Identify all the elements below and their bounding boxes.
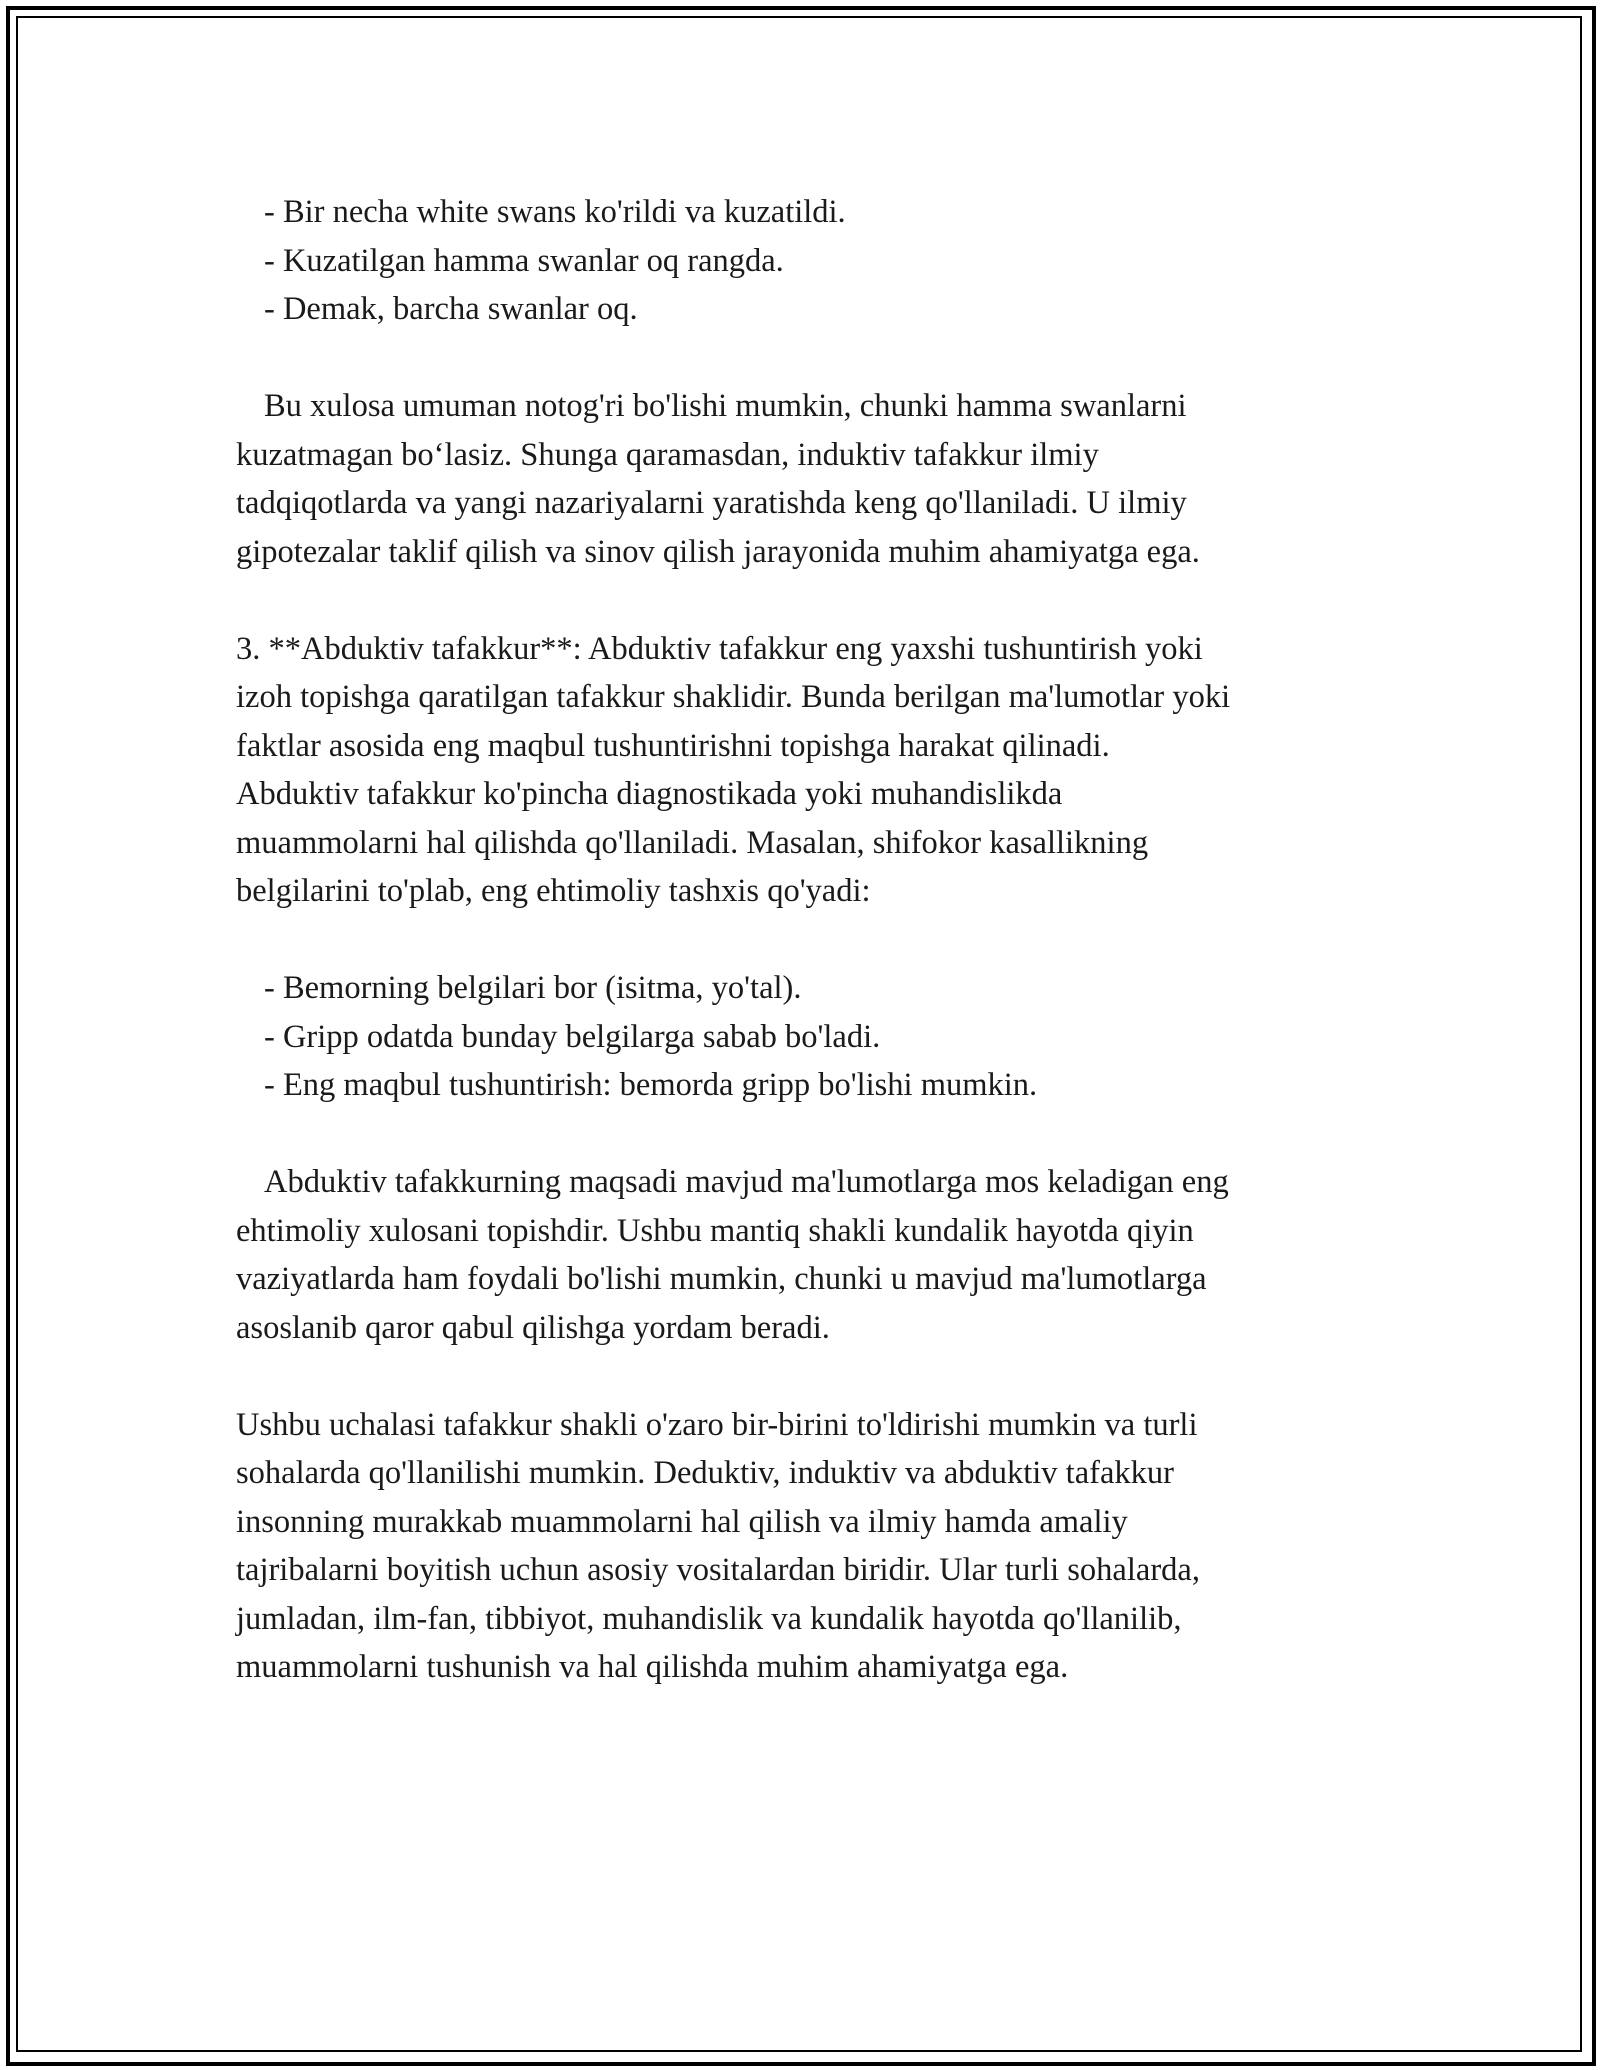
paragraph-line: muammolarni hal qilishda qo'llaniladi. Masalan, shifokor kasallikning [236,824,1149,861]
summary-paragraph [236,1401,1376,1692]
list-item: - Eng maqbul tushuntirish: bemorda gripp bo'lishi mumkin. [264,1067,1038,1103]
paragraph-line: insonning murakkab muammolarni hal qilish va ilmiy hamda amaliy [236,1503,1128,1540]
paragraph-line: Abduktiv tafakkurning maqsadi mavjud ma'lumotlarga mos keladigan eng [264,1164,1229,1200]
paragraph-line: kuzatmagan bo‘lasiz. Shunga qaramasdan, induktiv tafakkur ilmiy [236,436,1099,473]
list-item: - Bemorning belgilari bor (isitma, yo'tal). [264,970,802,1006]
swan-example-list [236,188,1376,334]
list-item: - Bir necha white swans ko'rildi va kuzatildi. [264,194,846,230]
paragraph-line: sohalarda qo'llanilishi mumkin. Deduktiv, induktiv va abduktiv tafakkur [236,1455,1174,1491]
paragraph-line: Abduktiv tafakkur ko'pincha diagnostikada yoki muhandislikda [236,776,1063,812]
paragraph-line: muammolarni tushunish va hal qilishda muhim ahamiyatga ega. [236,1649,1069,1685]
paragraph-line: vaziyatlarda ham foydali bo'lishi mumkin, chunki u mavjud ma'lumotlarga [236,1261,1207,1297]
abductive-definition-paragraph [236,625,1376,916]
paragraph-line: jumladan, ilm-fan, tibbiyot, muhandislik va kundalik hayotda qo'llanilib, [236,1600,1182,1637]
paragraph-line: tajribalarni boyitish uchun asosiy vositalardan biridir. Ular turli sohalarda, [236,1552,1200,1588]
paragraph-gap [236,1352,1376,1401]
paragraph-line: 3. **Abduktiv tafakkur**: Abduktiv tafakkur eng yaxshi tushuntirish yoki [236,630,1203,667]
paragraph-line: Ushbu uchalasi tafakkur shakli o'zaro bir-birini to'ldirishi mumkin va turli [236,1406,1198,1443]
paragraph-line: izoh topishga qaratilgan tafakkur shaklidir. Bunda berilgan ma'lumotlar yoki [236,679,1231,715]
diagnosis-example-list [236,964,1376,1110]
paragraph-line: gipotezalar taklif qilish va sinov qilish jarayonida muhim ahamiyatga ega. [236,533,1200,570]
paragraph-line: faktlar asosida eng maqbul tushuntirishni topishga harakat qilinadi. [236,727,1110,764]
list-item: - Demak, barcha swanlar oq. [264,291,638,327]
paragraph-line: ehtimoliy xulosani topishdir. Ushbu mantiq shakli kundalik hayotda qiyin [236,1212,1194,1249]
paragraph-line: tadqiqotlarda va yangi nazariyalarni yaratishda keng qo'llaniladi. U ilmiy [236,485,1187,521]
paragraph-line: Bu xulosa umuman notog'ri bo'lishi mumkin, chunki hamma swanlarni [264,388,1187,424]
list-item: - Kuzatilgan hamma swanlar oq rangda. [264,242,784,279]
paragraph-gap [236,576,1376,625]
abductive-purpose-paragraph [236,1158,1376,1352]
paragraph-line: asoslanib qaror qabul qilishga yordam beradi. [236,1309,830,1346]
paragraph-line: belgilarini to'plab, eng ehtimoliy tashxis qo'yadi: [236,873,871,909]
paragraph-gap [236,916,1376,965]
paragraph-gap [236,334,1376,383]
paragraph-gap [236,1110,1376,1159]
list-item: - Gripp odatda bunday belgilarga sabab bo'ladi. [264,1018,881,1055]
induction-conclusion-paragraph [236,382,1376,576]
document-body [236,188,1376,1692]
